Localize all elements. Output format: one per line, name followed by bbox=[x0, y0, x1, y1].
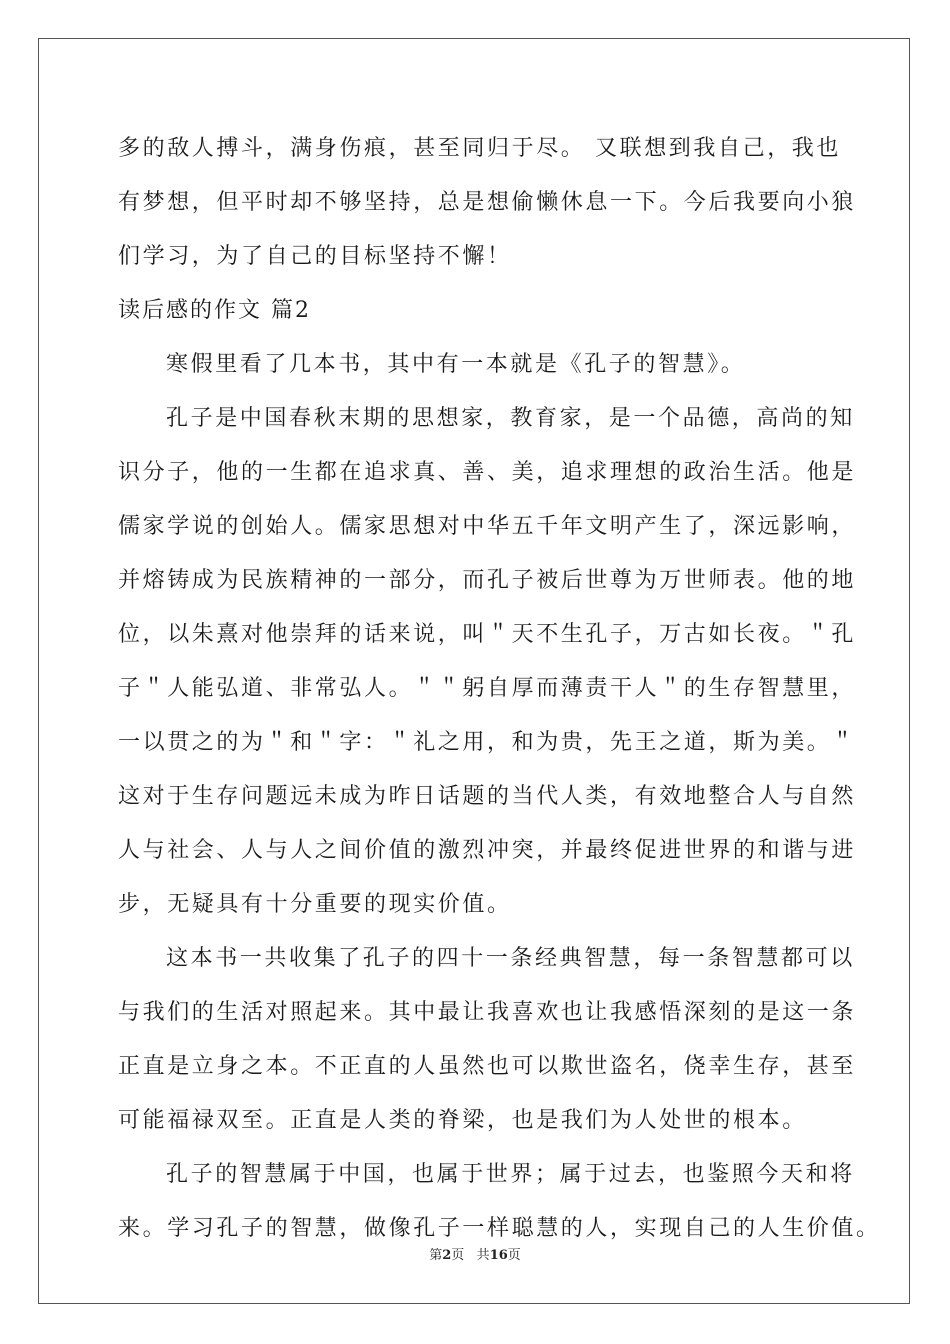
section-heading: 读后感的作文 篇2 bbox=[118, 298, 311, 323]
footer-total-suffix: 页 bbox=[507, 1248, 521, 1263]
text-line: 并熔铸成为民族精神的一部分，而孔子被后世尊为万世师表。他的地 bbox=[118, 568, 857, 593]
text-line: 识分子，他的一生都在追求真、善、美，追求理想的政治生活。他是 bbox=[118, 460, 857, 485]
text-line: 步，无疑具有十分重要的现实价值。 bbox=[118, 892, 512, 917]
text-line: 人与社会、人与人之间价值的激烈冲突，并最终促进世界的和谐与进 bbox=[118, 838, 857, 863]
total-pages: 16 bbox=[489, 1248, 508, 1263]
text-line: 可能福禄双至。正直是人类的脊梁，也是我们为人处世的根本。 bbox=[118, 1108, 807, 1133]
page-number: 2 bbox=[442, 1248, 452, 1263]
footer-total-prefix: 共 bbox=[476, 1248, 490, 1263]
text-line: 正直是立身之本。不正直的人虽然也可以欺世盗名，侥幸生存，甚至 bbox=[118, 1054, 857, 1079]
text-line: 子＂人能弘道、非常弘人。＂＂躬自厚而薄责干人＂的生存智慧里， bbox=[118, 676, 857, 701]
text-line: 们学习，为了自己的目标坚持不懈！ bbox=[118, 244, 512, 269]
text-line: 位，以朱熹对他崇拜的话来说，叫＂天不生孔子，万古如长夜。＂孔 bbox=[118, 622, 857, 647]
text-line: 这对于生存问题远未成为昨日话题的当代人类，有效地整合人与自然 bbox=[118, 784, 857, 809]
text-line: 儒家学说的创始人。儒家思想对中华五千年文明产生了，深远影响， bbox=[118, 514, 857, 539]
footer-prefix: 第 bbox=[429, 1248, 443, 1263]
page-footer bbox=[0, 1244, 950, 1263]
text-line: 来。学习孔子的智慧，做像孔子一样聪慧的人，实现自己的人生价值。 bbox=[118, 1216, 881, 1241]
text-line: 孔子是中国春秋末期的思想家，教育家，是一个品德，高尚的知 bbox=[166, 406, 855, 431]
text-line: 有梦想，但平时却不够坚持，总是想偷懒休息一下。今后我要向小狼 bbox=[118, 190, 857, 215]
text-line: 与我们的生活对照起来。其中最让我喜欢也让我感悟深刻的是这一条 bbox=[118, 1000, 857, 1025]
text-line: 寒假里看了几本书，其中有一本就是《孔子的智慧》。 bbox=[166, 352, 746, 377]
text-line: 孔子的智慧属于中国，也属于世界；属于过去，也鉴照今天和将 bbox=[166, 1162, 855, 1187]
text-line: 这本书一共收集了孔子的四十一条经典智慧，每一条智慧都可以 bbox=[166, 946, 855, 971]
document-body bbox=[118, 122, 881, 1256]
text-line: 多的敌人搏斗，满身伤痕，甚至同归于尽。 又联想到我自己，我也 bbox=[118, 136, 841, 161]
text-line: 一以贯之的为＂和＂字：＂礼之用，和为贵，先王之道，斯为美。＂ bbox=[118, 730, 857, 755]
footer-page-suffix: 页 bbox=[451, 1248, 465, 1263]
